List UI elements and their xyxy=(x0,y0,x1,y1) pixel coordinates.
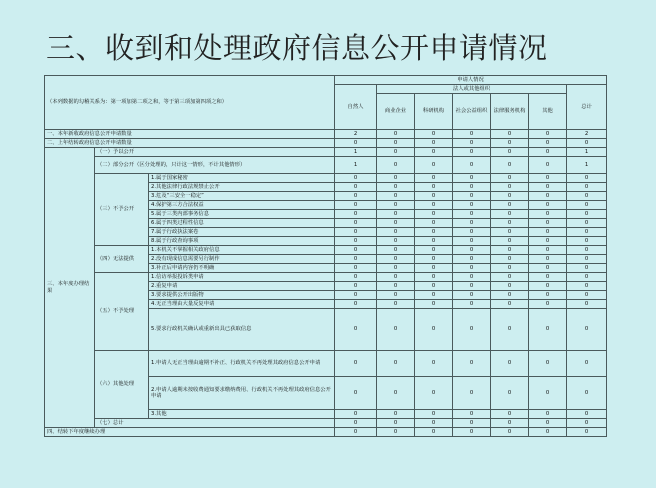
value-cell: 0 xyxy=(567,246,607,255)
value-cell: 0 xyxy=(377,291,415,300)
value-cell: 0 xyxy=(529,377,567,410)
value-cell: 0 xyxy=(453,237,491,246)
value-cell: 0 xyxy=(567,237,607,246)
value-cell: 0 xyxy=(529,228,567,237)
value-cell: 0 xyxy=(491,201,529,210)
row-label: 四、结转下年度继续办理 xyxy=(45,428,335,437)
value-cell: 0 xyxy=(415,130,453,139)
value-cell: 0 xyxy=(491,237,529,246)
value-cell: 0 xyxy=(377,228,415,237)
value-cell: 0 xyxy=(529,410,567,419)
value-cell: 0 xyxy=(335,300,377,309)
value-cell: 0 xyxy=(415,273,453,282)
value-cell: 0 xyxy=(567,139,607,148)
value-cell: 0 xyxy=(377,148,415,157)
value-cell: 0 xyxy=(335,377,377,410)
row-label: 5.要求行政机关确认或重新出具已获取信息 xyxy=(149,309,335,351)
value-cell: 0 xyxy=(377,201,415,210)
value-cell: 0 xyxy=(453,210,491,219)
org-column-header: 社会公益组织 xyxy=(453,94,491,130)
value-cell: 0 xyxy=(529,174,567,183)
value-cell: 0 xyxy=(491,219,529,228)
value-cell: 0 xyxy=(491,264,529,273)
value-cell: 0 xyxy=(335,264,377,273)
value-cell: 0 xyxy=(415,183,453,192)
value-cell: 0 xyxy=(529,201,567,210)
value-cell: 0 xyxy=(491,255,529,264)
row-label: 1.申请人无正当理由逾期不补正、行政机关不再处理其政府信息公开申请 xyxy=(149,351,335,377)
value-cell: 0 xyxy=(491,174,529,183)
value-cell: 0 xyxy=(415,148,453,157)
value-cell: 0 xyxy=(529,183,567,192)
value-cell: 0 xyxy=(491,282,529,291)
table-row xyxy=(45,139,607,148)
value-cell: 0 xyxy=(567,377,607,410)
value-cell: 0 xyxy=(415,139,453,148)
row-label: 6.属于四类过程性信息 xyxy=(149,219,335,228)
value-cell: 0 xyxy=(453,351,491,377)
value-cell: 0 xyxy=(453,428,491,437)
value-cell: 0 xyxy=(529,210,567,219)
table-row xyxy=(45,130,607,139)
value-cell: 0 xyxy=(377,139,415,148)
value-cell: 0 xyxy=(415,282,453,291)
value-cell: 0 xyxy=(377,428,415,437)
value-cell: 0 xyxy=(491,419,529,428)
value-cell: 0 xyxy=(453,174,491,183)
table-row xyxy=(45,351,607,377)
value-cell: 0 xyxy=(491,148,529,157)
value-cell: 0 xyxy=(335,410,377,419)
value-cell: 0 xyxy=(335,273,377,282)
value-cell: 0 xyxy=(377,255,415,264)
value-cell: 0 xyxy=(453,157,491,174)
value-cell: 0 xyxy=(377,246,415,255)
value-cell: 0 xyxy=(415,210,453,219)
value-cell: 0 xyxy=(567,309,607,351)
row-label: 二、上年结转政府信息公开申请数量 xyxy=(45,139,335,148)
value-cell: 0 xyxy=(377,157,415,174)
value-cell: 0 xyxy=(529,273,567,282)
value-cell: 0 xyxy=(567,255,607,264)
value-cell: 0 xyxy=(453,291,491,300)
value-cell: 0 xyxy=(529,428,567,437)
group-label: （六）其他处理 xyxy=(95,351,149,419)
value-cell: 0 xyxy=(567,282,607,291)
row-label: 2.没有现成信息需要另行制作 xyxy=(149,255,335,264)
value-cell: 0 xyxy=(491,183,529,192)
value-cell: 0 xyxy=(453,219,491,228)
value-cell: 0 xyxy=(491,428,529,437)
value-cell: 0 xyxy=(567,300,607,309)
table-note: （本列数据的勾稽关系为：第一项加第二项之和，等于第三项加第四项之和） xyxy=(45,76,335,130)
value-cell: 0 xyxy=(415,228,453,237)
value-cell: 0 xyxy=(567,273,607,282)
value-cell: 0 xyxy=(377,210,415,219)
value-cell: 0 xyxy=(335,183,377,192)
value-cell: 0 xyxy=(335,309,377,351)
value-cell: 0 xyxy=(453,264,491,273)
value-cell: 0 xyxy=(415,219,453,228)
table-row xyxy=(45,174,607,183)
table-row xyxy=(45,273,607,282)
value-cell: 2 xyxy=(335,130,377,139)
row-label: 1.信访举报投诉类申请 xyxy=(149,273,335,282)
value-cell: 0 xyxy=(415,291,453,300)
value-cell: 1 xyxy=(335,157,377,174)
table-row xyxy=(45,148,607,157)
information-disclosure-table xyxy=(44,75,607,437)
value-cell: 1 xyxy=(335,148,377,157)
value-cell: 0 xyxy=(567,201,607,210)
row-label: （七）总计 xyxy=(95,419,335,428)
org-column-header: 其他 xyxy=(529,94,567,130)
value-cell: 0 xyxy=(335,351,377,377)
value-cell: 0 xyxy=(415,192,453,201)
value-cell: 0 xyxy=(377,300,415,309)
value-cell: 0 xyxy=(491,139,529,148)
value-cell: 0 xyxy=(529,309,567,351)
value-cell: 0 xyxy=(377,309,415,351)
value-cell: 0 xyxy=(335,219,377,228)
value-cell: 0 xyxy=(491,300,529,309)
value-cell: 0 xyxy=(453,419,491,428)
value-cell: 0 xyxy=(453,130,491,139)
value-cell: 0 xyxy=(529,237,567,246)
value-cell: 0 xyxy=(491,246,529,255)
value-cell: 0 xyxy=(567,219,607,228)
value-cell: 0 xyxy=(377,351,415,377)
row-label: 5.属于三类内部事务信息 xyxy=(149,210,335,219)
row-label: 3.其他 xyxy=(149,410,335,419)
value-cell: 0 xyxy=(567,210,607,219)
value-cell: 0 xyxy=(415,246,453,255)
value-cell: 0 xyxy=(529,291,567,300)
value-cell: 0 xyxy=(491,157,529,174)
value-cell: 0 xyxy=(453,192,491,201)
applicant-status-header: 申请人情况 xyxy=(335,76,607,85)
value-cell: 0 xyxy=(377,192,415,201)
value-cell: 0 xyxy=(567,183,607,192)
table-row xyxy=(45,157,607,174)
value-cell: 0 xyxy=(491,130,529,139)
value-cell: 0 xyxy=(529,192,567,201)
row-label: （二）部分公开（区分处理的，只计这一情形，不计其他情形） xyxy=(95,157,335,174)
row-label: 4.保护第三方合法权益 xyxy=(149,201,335,210)
value-cell: 0 xyxy=(415,419,453,428)
value-cell: 0 xyxy=(335,210,377,219)
row-label: 2.其他法律行政法规禁止公开 xyxy=(149,183,335,192)
row-label: 2.申请人逾期未按收费通知要求缴纳费用、行政机关不再处理其政府信息公开申请 xyxy=(149,377,335,410)
value-cell: 0 xyxy=(415,377,453,410)
value-cell: 0 xyxy=(377,264,415,273)
value-cell: 0 xyxy=(377,183,415,192)
table-row xyxy=(45,246,607,255)
value-cell: 0 xyxy=(529,219,567,228)
value-cell: 0 xyxy=(491,228,529,237)
value-cell: 0 xyxy=(453,410,491,419)
value-cell: 0 xyxy=(453,282,491,291)
value-cell: 0 xyxy=(415,157,453,174)
value-cell: 0 xyxy=(335,246,377,255)
value-cell: 0 xyxy=(415,309,453,351)
value-cell: 0 xyxy=(529,282,567,291)
group-label: （四）无法提供 xyxy=(95,246,149,273)
value-cell: 0 xyxy=(415,174,453,183)
org-column-header: 法律服务机构 xyxy=(491,94,529,130)
value-cell: 1 xyxy=(567,148,607,157)
value-cell: 0 xyxy=(335,201,377,210)
value-cell: 0 xyxy=(567,410,607,419)
value-cell: 0 xyxy=(377,273,415,282)
table-row xyxy=(45,419,607,428)
value-cell: 0 xyxy=(453,309,491,351)
value-cell: 0 xyxy=(377,377,415,410)
value-cell: 0 xyxy=(377,282,415,291)
value-cell: 0 xyxy=(491,351,529,377)
value-cell: 0 xyxy=(529,139,567,148)
value-cell: 0 xyxy=(491,291,529,300)
value-cell: 0 xyxy=(529,264,567,273)
row-label: 3.危及“三安全一稳定” xyxy=(149,192,335,201)
value-cell: 0 xyxy=(335,255,377,264)
row-label: 3.要求提供公开出版物 xyxy=(149,291,335,300)
org-column-header: 商业企业 xyxy=(377,94,415,130)
value-cell: 0 xyxy=(453,377,491,410)
value-cell: 0 xyxy=(491,410,529,419)
value-cell: 0 xyxy=(415,410,453,419)
value-cell: 0 xyxy=(453,148,491,157)
row-label: 4.无正当理由大量反复申请 xyxy=(149,300,335,309)
value-cell: 0 xyxy=(335,192,377,201)
value-cell: 0 xyxy=(529,255,567,264)
value-cell: 0 xyxy=(377,130,415,139)
value-cell: 0 xyxy=(415,201,453,210)
value-cell: 0 xyxy=(529,157,567,174)
value-cell: 0 xyxy=(529,351,567,377)
legal-persons-header: 法人或其他组织 xyxy=(377,85,567,94)
value-cell: 0 xyxy=(377,419,415,428)
value-cell: 0 xyxy=(453,183,491,192)
value-cell: 0 xyxy=(491,309,529,351)
value-cell: 0 xyxy=(453,246,491,255)
value-cell: 0 xyxy=(335,428,377,437)
value-cell: 1 xyxy=(567,157,607,174)
row-label: 2.重复申请 xyxy=(149,282,335,291)
page-title: 三、收到和处理政府信息公开申请情况 xyxy=(46,31,548,65)
row-label: （一）予以公开 xyxy=(95,148,335,157)
value-cell: 0 xyxy=(453,300,491,309)
value-cell: 0 xyxy=(335,228,377,237)
value-cell: 0 xyxy=(335,419,377,428)
value-cell: 0 xyxy=(453,201,491,210)
table-row xyxy=(45,428,607,437)
value-cell: 0 xyxy=(415,351,453,377)
value-cell: 0 xyxy=(453,273,491,282)
value-cell: 0 xyxy=(377,174,415,183)
total-header: 总计 xyxy=(567,85,607,130)
row-label: 7.属于行政执法案卷 xyxy=(149,228,335,237)
value-cell: 0 xyxy=(567,192,607,201)
value-cell: 0 xyxy=(377,219,415,228)
value-cell: 0 xyxy=(453,255,491,264)
section-label: 三、本年度办理结果 xyxy=(45,148,95,428)
value-cell: 0 xyxy=(335,139,377,148)
value-cell: 0 xyxy=(567,264,607,273)
value-cell: 0 xyxy=(491,377,529,410)
value-cell: 0 xyxy=(491,210,529,219)
value-cell: 0 xyxy=(567,228,607,237)
value-cell: 0 xyxy=(335,291,377,300)
value-cell: 0 xyxy=(415,300,453,309)
group-label: （五）不予处理 xyxy=(95,273,149,351)
value-cell: 0 xyxy=(567,291,607,300)
value-cell: 0 xyxy=(491,273,529,282)
value-cell: 0 xyxy=(529,130,567,139)
value-cell: 0 xyxy=(567,351,607,377)
value-cell: 0 xyxy=(491,192,529,201)
value-cell: 0 xyxy=(415,255,453,264)
row-label: 1.本机关不掌握相关政府信息 xyxy=(149,246,335,255)
value-cell: 0 xyxy=(335,237,377,246)
value-cell: 0 xyxy=(453,139,491,148)
value-cell: 0 xyxy=(377,410,415,419)
natural-person-header: 自然人 xyxy=(335,85,377,130)
value-cell: 0 xyxy=(453,228,491,237)
row-label: 8.属于行政查询事项 xyxy=(149,237,335,246)
value-cell: 0 xyxy=(335,282,377,291)
row-label: 1.属于国家秘密 xyxy=(149,174,335,183)
value-cell: 0 xyxy=(415,428,453,437)
value-cell: 0 xyxy=(529,300,567,309)
value-cell: 0 xyxy=(415,237,453,246)
row-label: 3.补正后申请内容仍不明确 xyxy=(149,264,335,273)
value-cell: 0 xyxy=(529,419,567,428)
value-cell: 0 xyxy=(567,419,607,428)
value-cell: 0 xyxy=(567,174,607,183)
value-cell: 0 xyxy=(377,237,415,246)
value-cell: 0 xyxy=(415,264,453,273)
value-cell: 0 xyxy=(529,246,567,255)
row-label: 一、本年新收政府信息公开申请数量 xyxy=(45,130,335,139)
value-cell: 2 xyxy=(567,130,607,139)
value-cell: 0 xyxy=(335,174,377,183)
value-cell: 0 xyxy=(529,148,567,157)
org-column-header: 科研机构 xyxy=(415,94,453,130)
value-cell: 0 xyxy=(567,428,607,437)
group-label: （三）不予公开 xyxy=(95,174,149,246)
